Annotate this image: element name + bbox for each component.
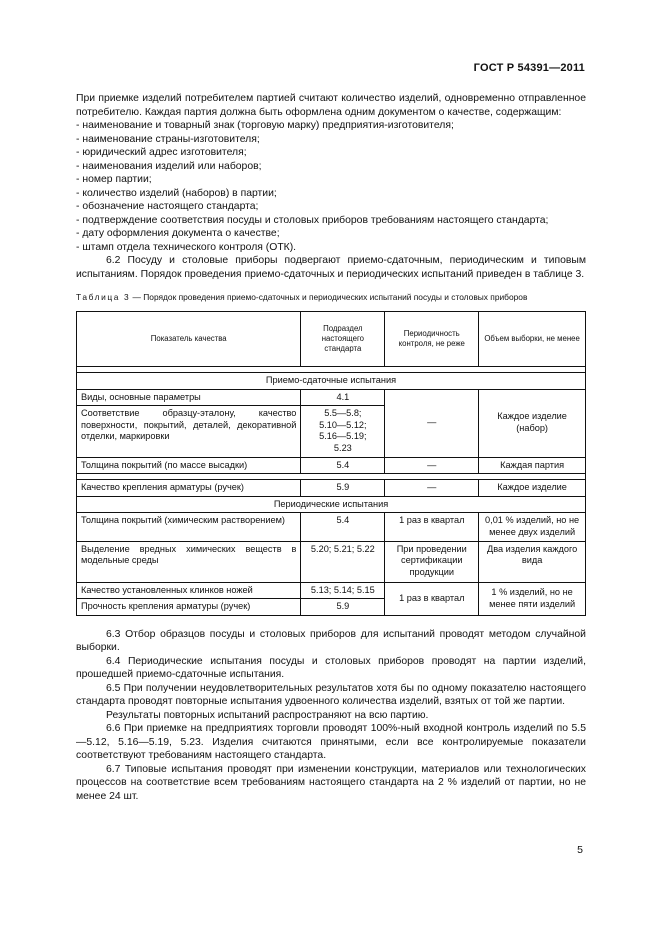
after-table-text bbox=[76, 628, 586, 804]
header-sample: Объем выборки, не менее bbox=[479, 312, 586, 367]
body-text bbox=[76, 92, 586, 803]
list-item: - наименования изделий или наборов; bbox=[76, 160, 262, 172]
cell-indicator: Соответствие образцу-эталону, качество поверхности, покрытий, деталей, декоративной отделки, маркировки bbox=[77, 406, 301, 457]
table-row bbox=[77, 582, 586, 599]
list-item: - номер партии; bbox=[76, 174, 152, 185]
cell-indicator: Толщина покрытий (химическим растворением) bbox=[77, 513, 301, 541]
paragraph-6-3: 6.3 Отбор образцов посуды и столовых приборов для испытаний проводят методом случайной выборки. bbox=[76, 628, 586, 654]
cell-periodicity: — bbox=[385, 480, 479, 497]
header-section: Подраздел настоящего стандарта bbox=[301, 312, 385, 367]
cell-sample: 0,01 % изделий, но не менее двух изделий bbox=[479, 513, 586, 541]
list-item: - подтверждение соответствия посуды и столовых приборов требованиям настоящего стандарта; bbox=[76, 214, 549, 226]
table-caption-label: Таблица 3 bbox=[76, 292, 131, 302]
cell-periodicity-merged: — bbox=[385, 389, 479, 457]
table-caption-text: — Порядок проведения приемо-сдаточных и периодических испытаний посуды и столовых приборов bbox=[130, 292, 528, 302]
cell-section: 5.4 bbox=[301, 457, 385, 474]
list-item: - дату оформления документа о качестве; bbox=[76, 228, 280, 239]
list-item: - обозначение настоящего стандарта; bbox=[76, 201, 259, 212]
tests-table bbox=[76, 311, 586, 616]
header-periodicity: Периодичность контроля, не реже bbox=[385, 312, 479, 367]
list-item: - штамп отдела технического контроля (ОТК). bbox=[76, 241, 297, 253]
cell-section: 4.1 bbox=[301, 389, 385, 406]
cell-section: 5.20; 5.21; 5.22 bbox=[301, 541, 385, 582]
quality-document-list bbox=[76, 119, 586, 254]
section-title-acceptance: Приемо-сдаточные испытания bbox=[77, 373, 586, 390]
paragraph-6-2: 6.2 Посуду и столовые приборы подвергают приемо-сдаточным, периодическим и типовым испытаниям. Порядок проведения приемо-сдаточных и периодических испытаний приведен в таблице 3. bbox=[76, 255, 586, 280]
paragraph-6-7: 6.7 Типовые испытания проводят при изменении конструкции, материалов или технологических процессов на соответствие всем требованиям настоящего стандарта на 2 % изделий от партии, но не менее 24 шт. bbox=[76, 763, 586, 802]
cell-sample: Два изделия каждого вида bbox=[479, 541, 586, 582]
section-row-periodic bbox=[77, 496, 586, 513]
cell-indicator: Прочность крепления арматуры (ручек) bbox=[77, 599, 301, 616]
cell-section bbox=[301, 406, 385, 457]
list-item: - наименование и товарный знак (торговую марку) предприятия-изготовителя; bbox=[76, 120, 454, 131]
table-row bbox=[77, 389, 586, 406]
table-row bbox=[77, 480, 586, 497]
cell-section: 5.4 bbox=[301, 513, 385, 541]
list-item: - юридический адрес изготовителя; bbox=[76, 147, 247, 158]
header-indicator: Показатель качества bbox=[77, 312, 301, 367]
cell-sample-merged: 1 % изделий, но не менее пяти изделий bbox=[479, 582, 586, 615]
cell-indicator: Качество установленных клинков ножей bbox=[77, 582, 301, 599]
table-row bbox=[77, 457, 586, 474]
paragraph-6-5: 6.5 При получении неудовлетворительных результатов хотя бы по одному показателю настоящего стандарта проводят повторные испытания удвоенного количества изделий, взятых от той же партии. bbox=[76, 682, 586, 708]
paragraph-6-5-results: Результаты повторных испытаний распространяют на всю партию. bbox=[106, 709, 429, 721]
cell-section: 5.13; 5.14; 5.15 bbox=[301, 582, 385, 599]
section-row-acceptance bbox=[77, 373, 586, 390]
section-line: 5.10—5.12; bbox=[319, 419, 367, 430]
cell-section: 5.9 bbox=[301, 480, 385, 497]
section-line: 5.16—5.19; bbox=[319, 431, 367, 442]
paragraph-6-4: 6.4 Периодические испытания посуды и столовых приборов проводят на партии изделий, прошедшей приемо-сдаточные испытания. bbox=[76, 655, 586, 681]
cell-periodicity: — bbox=[385, 457, 479, 474]
cell-sample-merged: Каждое изделие (набор) bbox=[479, 389, 586, 457]
list-item: - наименование страны-изготовителя; bbox=[76, 133, 260, 145]
standard-code-header: ГОСТ Р 54391—2011 bbox=[473, 62, 585, 74]
section-line: 5.23 bbox=[333, 442, 352, 453]
cell-indicator: Виды, основные параметры bbox=[77, 389, 301, 406]
table-row bbox=[77, 513, 586, 541]
table-caption bbox=[76, 292, 586, 303]
cell-indicator: Выделение вредных химических веществ в модельные среды bbox=[77, 541, 301, 582]
cell-indicator: Качество крепления арматуры (ручек) bbox=[77, 480, 301, 497]
cell-sample: Каждая партия bbox=[479, 457, 586, 474]
cell-periodicity: При проведении сертификации продукции bbox=[385, 541, 479, 582]
intro-paragraph: При приемке изделий потребителем партией считают количество изделий, одновременно отправленное потребителю. Каждая партия должна быть оформлена одним документом о качестве, содержащим: bbox=[76, 93, 586, 118]
section-line: 5.5—5.8; bbox=[324, 408, 362, 419]
cell-periodicity-merged: 1 раз в квартал bbox=[385, 582, 479, 615]
cell-periodicity: 1 раз в квартал bbox=[385, 513, 479, 541]
section-title-periodic: Периодические испытания bbox=[77, 496, 586, 513]
list-item: - количество изделий (наборов) в партии; bbox=[76, 187, 277, 199]
table-header-row bbox=[77, 312, 586, 367]
paragraph-6-6: 6.6 При приемке на предприятиях торговли проводят 100%-ный входной контроль изделий по 5.5—5.12, 5.16—5.19, 5.23. Изделия считаются принятыми, если все контролируемые показатели соответствуют требованиям настоящего стандарта. bbox=[76, 723, 586, 762]
page-number: 5 bbox=[577, 844, 583, 856]
table-row bbox=[77, 541, 586, 582]
cell-section: 5.9 bbox=[301, 599, 385, 616]
cell-sample: Каждое изделие bbox=[479, 480, 586, 497]
cell-indicator: Толщина покрытий (по массе высадки) bbox=[77, 457, 301, 474]
